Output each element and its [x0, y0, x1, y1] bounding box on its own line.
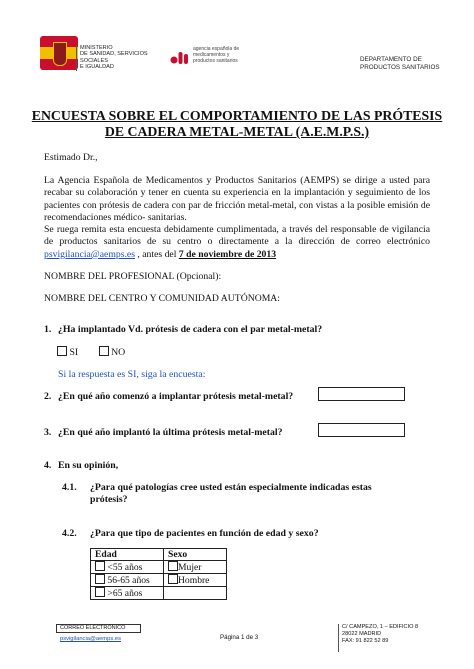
age-option-label: 56-65 años — [107, 575, 150, 586]
age-checkbox[interactable] — [95, 587, 105, 597]
question-number: 4.1. — [62, 482, 77, 493]
age-option — [91, 574, 164, 587]
age-sex-table — [90, 548, 227, 600]
agency-line: medicamentos y — [193, 51, 230, 58]
question-4-1: ¿Para qué patologías cree usted están especialmente indicadas estas prótesis? — [90, 482, 372, 505]
table-header-row — [91, 549, 227, 561]
q2-answer-box[interactable] — [318, 387, 405, 401]
professional-name-field[interactable]: NOMBRE DEL PROFESIONAL (Opcional): — [44, 271, 222, 282]
q1-no-checkbox[interactable] — [99, 346, 109, 356]
department-line: PRODUCTOS SANITARIOS — [360, 64, 440, 71]
title-line: ENCUESTA SOBRE EL COMPORTAMIENTO DE LAS PRÓTESIS — [31, 108, 443, 123]
q1-note: Si la respuesta es SI, siga la encuesta: — [58, 369, 206, 380]
sex-option — [164, 574, 227, 587]
deadline-date: 7 de noviembre de 2013 — [178, 248, 277, 260]
agency-name — [193, 47, 239, 64]
table-header-sex: Sexo — [164, 549, 227, 561]
address-line: C/ CAMPEZO, 1 – EDIFICIO 8 — [342, 624, 419, 630]
address-line: FAX: 91 822 52 89 — [342, 638, 389, 645]
question-3: ¿En qué año implantó la última prótesis metal-metal? — [58, 427, 283, 438]
sex-option-label: Mujer — [178, 562, 202, 573]
agency-line: agencia española de — [193, 46, 240, 52]
empty-cell — [164, 587, 227, 600]
department-name — [360, 56, 440, 72]
q1-yes-checkbox[interactable] — [57, 346, 67, 356]
age-option — [91, 561, 164, 574]
ministry-line: DE SANIDAD, SERVICIOS SOCIALES — [80, 51, 148, 64]
q1-options — [57, 346, 125, 358]
request-paragraph — [44, 224, 430, 261]
footer-email-link[interactable]: psvigilancia@aemps.es — [60, 636, 121, 642]
question-number: 2. — [44, 391, 52, 402]
table-row — [91, 574, 227, 587]
page-number: Página 1 de 3 — [220, 634, 259, 641]
question-4-2: ¿Para que tipo de pacientes en función de edad y sexo? — [90, 528, 319, 539]
agency-line: productos sanitarios — [193, 57, 238, 64]
age-option — [91, 587, 164, 600]
table-header-age: Edad — [91, 549, 164, 561]
age-checkbox[interactable] — [95, 561, 105, 571]
aemps-logo-icon — [170, 48, 190, 66]
sex-option — [164, 561, 227, 574]
table-row — [91, 587, 227, 600]
sex-checkbox[interactable] — [168, 574, 178, 584]
sex-option-label: Hombre — [178, 575, 210, 586]
greeting: Estimado Dr., — [44, 152, 98, 163]
ministry-line: MINISTERIO — [80, 45, 113, 51]
q3-answer-box[interactable] — [318, 423, 405, 437]
ministry-name — [80, 45, 175, 71]
age-option-label: >65 años — [107, 588, 143, 599]
spain-coat-of-arms-logo — [40, 36, 78, 70]
question-2: ¿En qué año comenzó a implantar prótesis metal-metal? — [58, 391, 294, 402]
question-number: 4.2. — [62, 528, 77, 539]
request-text: Se ruega remita esta encuesta debidamente cumplimentada, a través del responsable de vigilancia de productos sanitarios de su centro o directamente a la dirección de correo electrónico — [44, 224, 430, 248]
address-line: 28022 MADRID — [342, 631, 382, 638]
footer-email-label: CORREO ELECTRÓNICO — [56, 624, 141, 633]
q1-yes-label: SI — [69, 347, 79, 358]
question-number: 1. — [44, 324, 52, 335]
department-line: DEPARTAMENTO DE — [360, 56, 422, 63]
intro-paragraph: La Agencia Española de Medicamentos y Productos Sanitarios (AEMPS) se dirige a usted para recabar su colaboración y tener en cuenta su experiencia en la implantación y seguimiento de los pacientes con prótesis de cadera con par de fricción metal-metal, con vistas a la posible emisión de recomendaciones médico- sanitarias. — [44, 175, 430, 224]
age-option-label: <55 años — [107, 562, 143, 573]
title-line: DE CADERA METAL-METAL (A.E.M.P.S.) — [104, 124, 370, 139]
question-number: 4. — [44, 460, 52, 471]
q1-no-label: NO — [111, 347, 126, 358]
question-1: ¿Ha implantado Vd. prótesis de cadera con el par metal-metal? — [58, 324, 323, 335]
request-middle: , antes del — [137, 248, 177, 260]
ministry-line: E IGUALDAD — [80, 64, 114, 71]
sex-checkbox[interactable] — [168, 561, 178, 571]
document-title — [30, 108, 444, 140]
age-checkbox[interactable] — [95, 574, 105, 584]
center-name-field[interactable]: NOMBRE DEL CENTRO Y COMUNIDAD AUTÓNOMA: — [44, 293, 280, 304]
table-row — [91, 561, 227, 574]
question-number: 3. — [44, 427, 52, 438]
question-4: En su opinión, — [58, 460, 119, 471]
survey-email-link[interactable]: psvigilancia@aemps.es — [44, 248, 135, 260]
footer-address — [342, 624, 418, 646]
